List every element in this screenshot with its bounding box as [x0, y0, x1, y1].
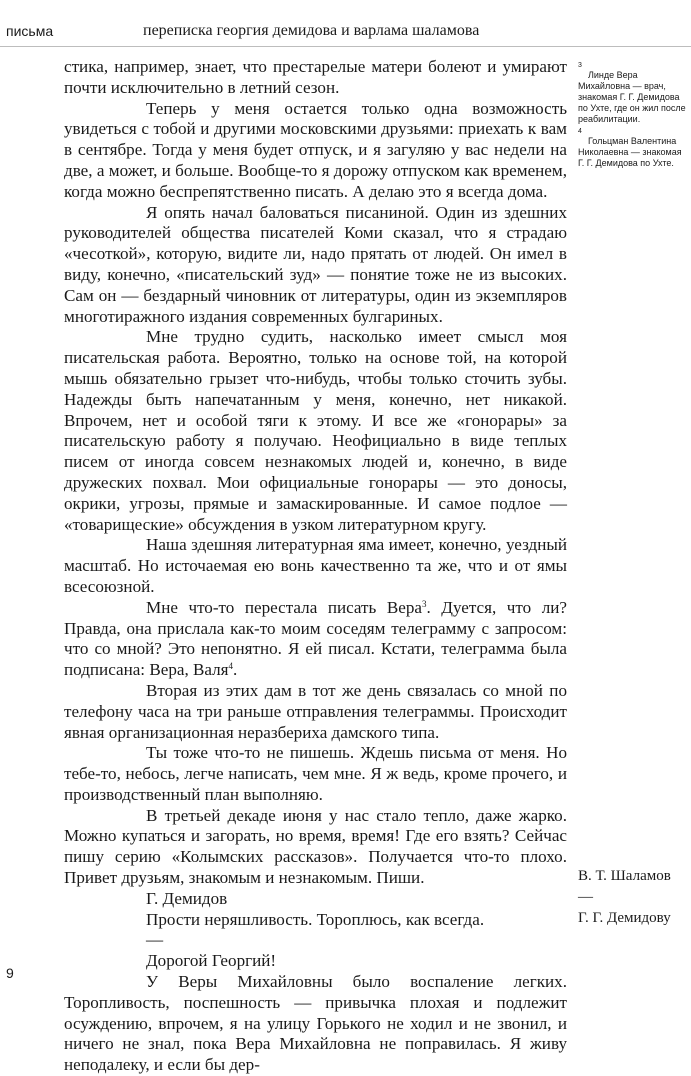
- paragraph-text: Мне что-то перестала писать Вера: [146, 597, 422, 617]
- page-number: 9: [6, 965, 14, 981]
- letter-heading: [578, 866, 688, 929]
- paragraph: В третьей декаде июня у нас стало тепло, даже жарко. Можно купаться и загорать, но время, время! Где его взять? Сейчас пишу серию «Колымских рассказов». Получается что-то плохо. Привет друзьям, знакомым и незнакомым. Пиши.: [64, 805, 567, 888]
- footnote-text: Линде Вера Михайловна — врач, знакомая Г. Г. Демидова по Ухте, где он жил после реабилитации.: [578, 70, 686, 124]
- letter-to: Г. Г. Демидову: [578, 910, 671, 926]
- letter-body: [64, 57, 567, 1076]
- paragraph: Вторая из этих дам в тот же день связалась со мной по телефону часа на три раньше отправления телеграммы. Происходит явная организационная неразбериха дамского типа.: [64, 680, 567, 742]
- footnote-text: Гольцман Валентина Николаевна — знакомая Г. Г. Демидова по Ухте.: [578, 136, 682, 168]
- letter-heading-dash: —: [578, 889, 593, 905]
- postscript: Прости неряшливость. Тороплюсь, как всегда.: [146, 909, 485, 929]
- footnote: [578, 61, 688, 125]
- greeting: Дорогой Георгий!: [146, 951, 277, 971]
- footnote-number: 4: [578, 128, 582, 135]
- paragraph-text: .: [233, 660, 238, 680]
- paragraph: У Веры Михайловны было воспаление легких. Торопливость, поспешность — привычка плохая и подлежит осуждению, впрочем, я на улицу Горького не ходил и не звонил, и ничего не знал, пока Вера Михайловна не поправилась. Я живу неподалеку, и если бы дер-: [64, 972, 567, 1075]
- footnote-number: 3: [578, 62, 582, 69]
- paragraph: Мне трудно судить, насколько имеет смысл моя писательская работа. Вероятно, только на основе той, на которой мышь обязательно грызет что-нибудь, чтобы только сточить зубы. Надежды быть напечатанным у меня, конечно, нет никакой. Впрочем, нет и особой тяги к этому. И все же «гонорары» за писательскую работу я получаю. Неофициально в виде теплых писем от иногда совсем незнакомых людей и, конечно, в виде дружеских похвал. Мои официальные гонорары — это доносы, окрики, угрозы, прямые и замаскированные. И самое подлое — «товарищеские» обсуждения в узком литературном кругу.: [64, 327, 567, 534]
- signature: Г. Демидов: [146, 888, 228, 908]
- paragraph-text: . Дуется, что ли? Правда, она прислала как-то моим соседям телеграмму с запросом: что со мной? Это непонятно. Я ей писал. Кстати, телеграмма была подписана: Вера, Валя: [64, 597, 567, 680]
- paragraph: Ты тоже что-то не пишешь. Ждешь письма от меня. Но тебе-то, небось, легче написать, чем мне. Я ж ведь, кроме прочего, и производственный план выполняю.: [64, 743, 567, 804]
- footnote-ref: 4: [228, 661, 234, 672]
- letter-separator: —: [146, 930, 164, 950]
- paragraph-vera: [64, 598, 567, 681]
- paragraph: Наша здешняя литературная яма имеет, конечно, уездный масштаб. Но источаемая ею вонь качественно та же, что и от ямы всесоюзной.: [64, 535, 567, 596]
- paragraph: стика, например, знает, что престарелые матери болеют и умирают почти исключительно в летний сезон.: [64, 57, 567, 97]
- footnote-ref: 3: [421, 598, 427, 609]
- running-title: переписка георгия демидова и варлама шаламова: [143, 22, 480, 39]
- footnotes: [578, 61, 688, 171]
- footnote: [578, 127, 688, 169]
- letter-from: В. Т. Шаламов: [578, 868, 671, 884]
- header-divider: [0, 46, 691, 47]
- paragraph: Теперь у меня остается только одна возможность увидеться с тобой и другими московскими друзьями: приехать к вам в сентябре. Тогда у меня будет отпуск, и я загуляю у вас недели на две, а может, и больше. Вообще-то я дорожу отпуском как временем, когда можно беспрепятственно писать. А делаю это я всегда дома.: [64, 98, 567, 201]
- paragraph: Я опять начал баловаться писаниной. Один из здешних руководителей общества писателей Коми сказал, что я страдаю «чесоткой», которую, видите ли, надо прятать от людей. Он имел в виду, конечно, «писательский зуд» — понятие тоже не из высоких. Сам он — бездарный чиновник от литературы, один из экземпляров многотиражного издания современных булгариных.: [64, 202, 567, 326]
- section-label: письма: [6, 23, 54, 39]
